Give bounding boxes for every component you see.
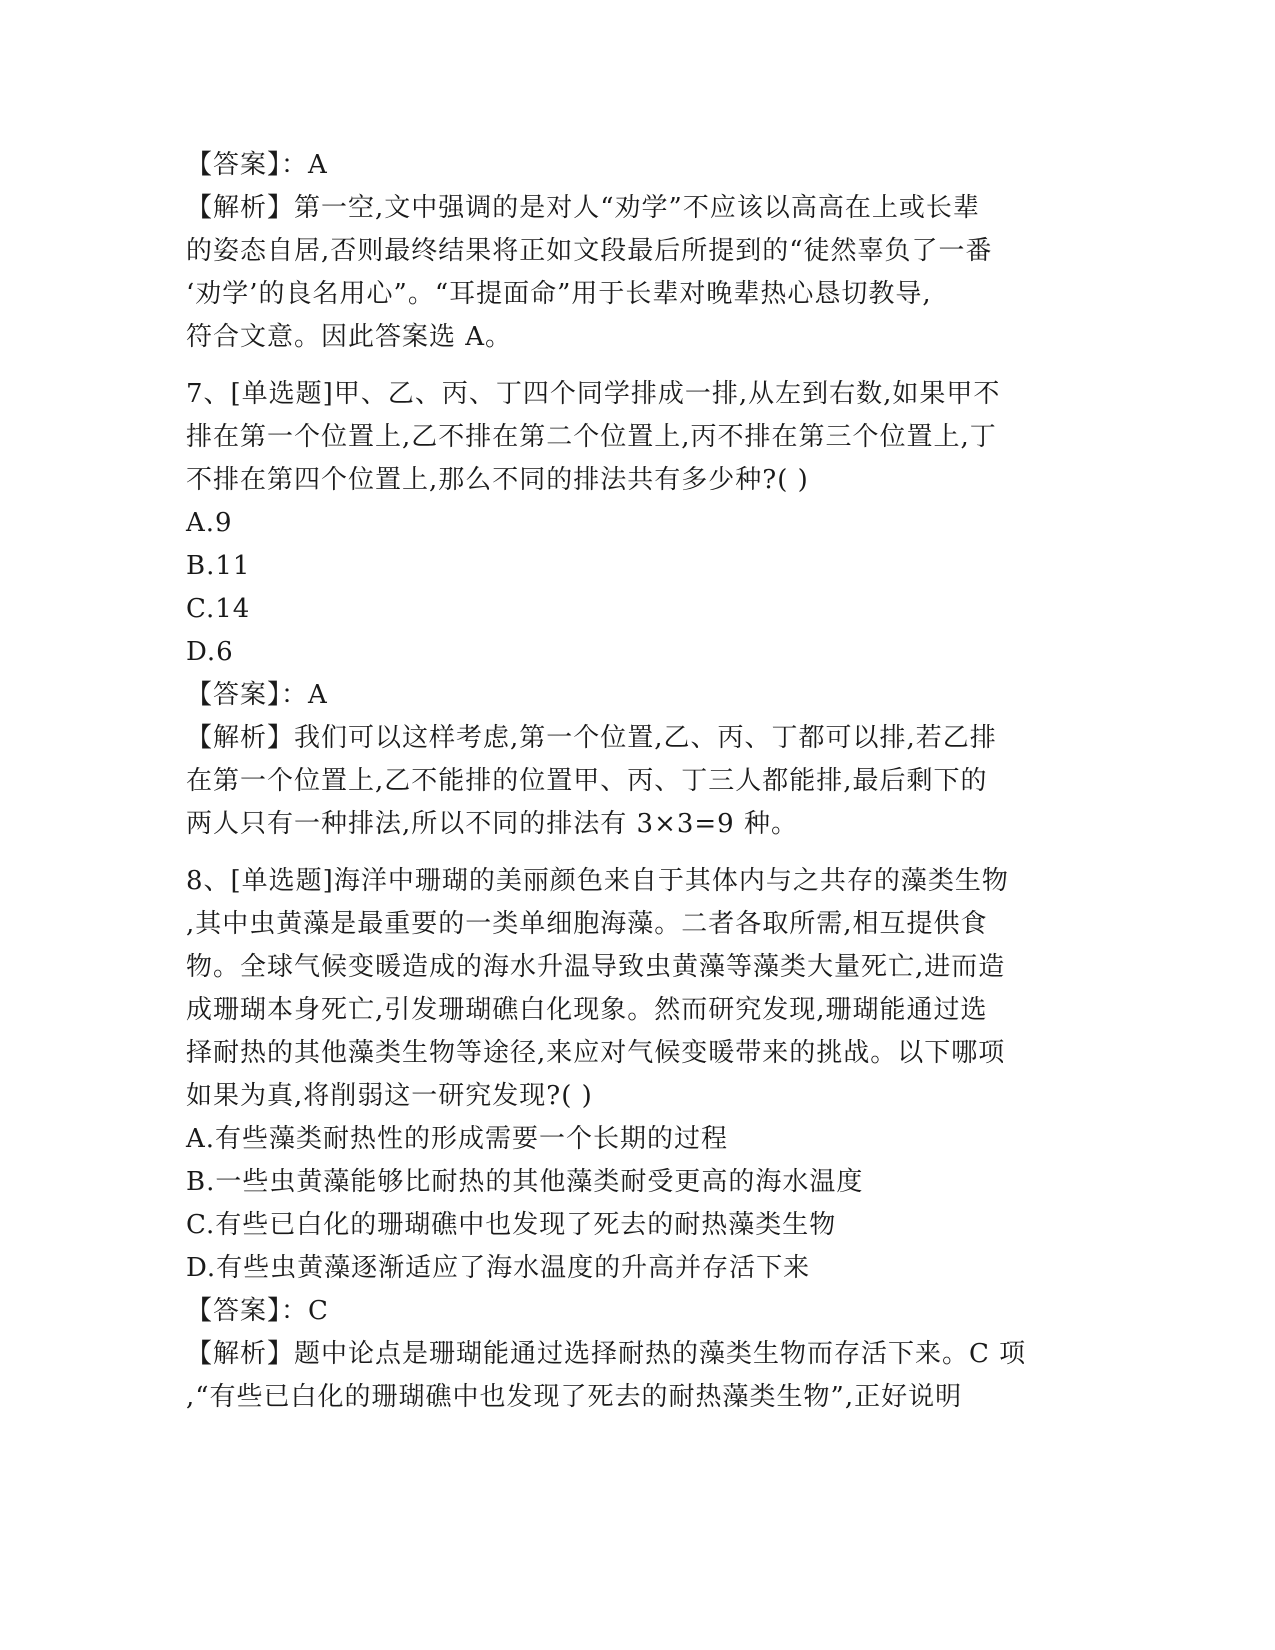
analysis-line: ,“有些已白化的珊瑚礁中也发现了死去的耐热藻类生物”,正好说明	[186, 1382, 963, 1412]
question-stem-line: 7、[单选题]甲、乙、丙、丁四个同学排成一排,从左到右数,如果甲不	[186, 379, 1001, 409]
analysis-line: 在第一个位置上,乙不能排的位置甲、丙、丁三人都能排,最后剩下的	[186, 766, 988, 796]
analysis-line: 【解析】第一空,文中强调的是对人“劝学”不应该以高高在上或长辈	[186, 193, 980, 223]
previous-answer-block	[186, 144, 1091, 359]
option-a: A.有些藻类耐热性的形成需要一个长期的过程	[186, 1124, 729, 1154]
question-7-block	[186, 373, 1091, 846]
question-8-block	[186, 860, 1091, 1419]
analysis-line: 的姿态自居,否则最终结果将正如文段最后所提到的“徒然辜负了一番	[186, 236, 993, 266]
analysis-line: 【解析】题中论点是珊瑚能通过选择耐热的藻类生物而存活下来。C 项	[186, 1339, 1027, 1369]
option-d: D.有些虫黄藻逐渐适应了海水温度的升高并存活下来	[186, 1253, 811, 1283]
document-page	[186, 144, 1091, 1419]
option-d: D.6	[186, 637, 234, 667]
analysis-line: 符合文意。因此答案选 A。	[186, 322, 513, 352]
block-gap	[186, 846, 1091, 860]
answer-line: 【答案】：C	[186, 1296, 329, 1326]
analysis-line: 两人只有一种排法,所以不同的排法有 3×3=9 种。	[186, 809, 798, 839]
option-c: C.14	[186, 594, 251, 624]
question-stem-line: 成珊瑚本身死亡,引发珊瑚礁白化现象。然而研究发现,珊瑚能通过选	[186, 995, 988, 1025]
question-stem-line: 不排在第四个位置上,那么不同的排法共有多少种?( )	[186, 465, 809, 495]
option-b: B.11	[186, 551, 251, 581]
question-stem-line: ,其中虫黄藻是最重要的一类单细胞海藻。二者各取所需,相互提供食	[186, 909, 988, 939]
question-stem-line: 如果为真,将削弱这一研究发现?( )	[186, 1081, 593, 1111]
option-b: B.一些虫黄藻能够比耐热的其他藻类耐受更高的海水温度	[186, 1167, 864, 1197]
analysis-line: ‘劝学’的良名用心”。“耳提面命”用于长辈对晚辈热心恳切教导,	[186, 279, 932, 309]
question-stem-line: 排在第一个位置上,乙不排在第二个位置上,丙不排在第三个位置上,丁	[186, 422, 997, 452]
question-stem-line: 择耐热的其他藻类生物等途径,来应对气候变暖带来的挑战。以下哪项	[186, 1038, 1006, 1068]
question-stem-line: 8、[单选题]海洋中珊瑚的美丽颜色来自于其体内与之共存的藻类生物	[186, 866, 1009, 896]
analysis-line: 【解析】我们可以这样考虑,第一个位置,乙、丙、丁都可以排,若乙排	[186, 723, 997, 753]
block-gap	[186, 359, 1091, 373]
answer-line: 【答案】：A	[186, 680, 328, 710]
option-c: C.有些已白化的珊瑚礁中也发现了死去的耐热藻类生物	[186, 1210, 837, 1240]
answer-line: 【答案】：A	[186, 150, 328, 180]
question-stem-line: 物。全球气候变暖造成的海水升温导致虫黄藻等藻类大量死亡,进而造	[186, 952, 1006, 982]
option-a: A.9	[186, 508, 233, 538]
